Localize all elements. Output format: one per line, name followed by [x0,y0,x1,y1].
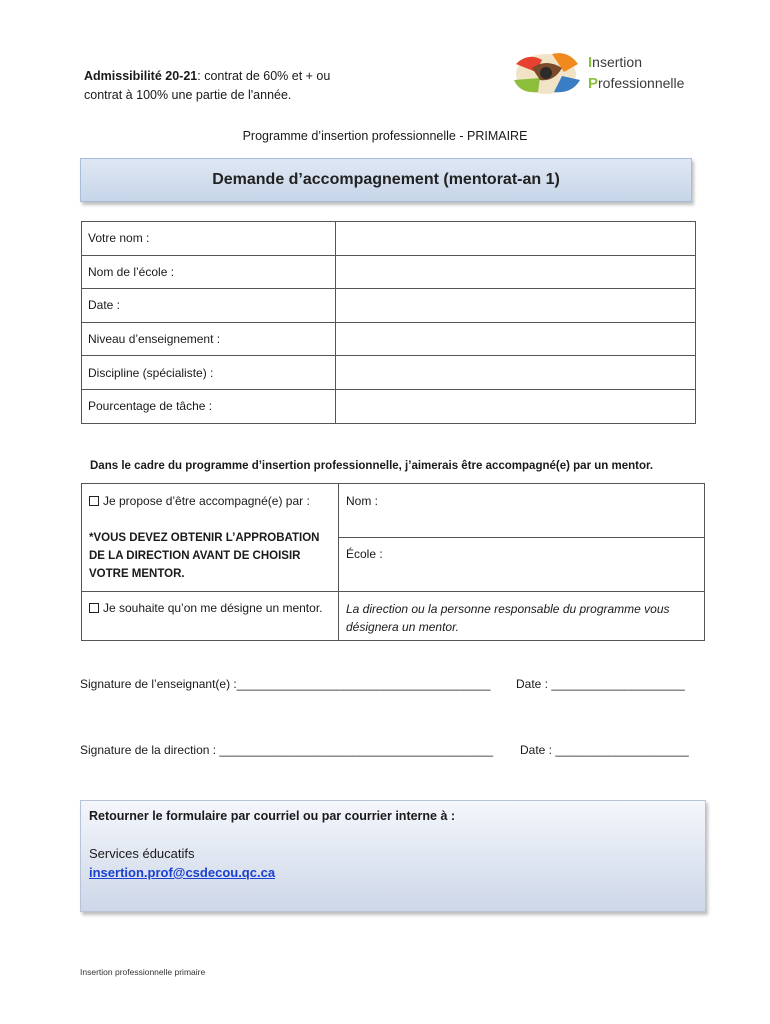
eligibility-note [84,67,404,105]
direction-note: La direction ou la personne responsable du programme vous désignera un mentor. [346,602,670,634]
row-label-pourcentage: Pourcentage de tâche : [82,389,336,423]
table-row [82,222,696,256]
table-row [82,255,696,289]
field-ecole[interactable] [336,255,696,289]
table-row [82,356,696,390]
row-label-nom: Votre nom : [82,222,336,256]
table-row [82,389,696,423]
mentor-ecole-label: École : [346,547,383,561]
page-footer: Insertion professionnelle primaire [80,967,206,977]
option-propose[interactable] [89,493,310,510]
logo-cap-2: P [588,75,599,92]
hands-logo-icon [506,46,586,100]
form-title [80,158,692,202]
row-label-ecole: Nom de l’école : [82,255,336,289]
logo-word-2: rofessionnelle [598,75,685,91]
field-niveau[interactable] [336,322,696,356]
logo-text [588,52,684,94]
logo-cap-1: I [588,54,593,71]
field-discipline[interactable] [336,356,696,390]
teacher-date-line[interactable]: Date : ____________________ [516,677,685,691]
eligibility-text-1: : contrat de 60% et + ou [197,69,331,83]
field-pourcentage[interactable] [336,389,696,423]
divider [338,484,339,641]
mentor-table [81,483,705,641]
info-table [81,221,696,424]
mentor-nom-label: Nom : [346,494,379,508]
checkbox-icon[interactable] [89,603,99,613]
return-instructions [80,800,706,912]
program-logo [506,46,706,100]
teacher-signature-line[interactable]: Signature de l’enseignant(e) :______________________________________ [80,677,491,691]
field-date[interactable] [336,289,696,323]
row-label-niveau: Niveau d’enseignement : [82,322,336,356]
program-heading: Programme d’insertion professionnelle - PRIMAIRE [242,129,528,143]
checkbox-icon[interactable] [89,496,99,506]
return-email-link[interactable]: insertion.prof@csdecou.qc.ca [89,865,276,880]
option-designe[interactable] [89,600,322,617]
return-service: Services éducatifs [89,846,195,861]
option-designe-label: Je souhaite qu’on me désigne un mentor. [103,601,323,615]
divider [82,591,705,592]
row-label-discipline: Discipline (spécialiste) : [82,356,336,390]
direction-date-line[interactable]: Date : ____________________ [520,743,689,757]
option-propose-label: Je propose d’être accompagné(e) par : [103,494,310,508]
row-label-date: Date : [82,289,336,323]
eligibility-label: Admissibilité 20-21 [84,69,198,83]
logo-word-1: nsertion [592,54,642,70]
form-title-text: Demande d’accompagnement (mentorat-an 1) [212,171,560,188]
return-title: Retourner le formulaire par courriel ou par courrier interne à : [89,809,456,823]
divider [338,537,705,538]
direction-signature-line[interactable]: Signature de la direction : _________________________________________ [80,743,494,757]
eligibility-text-2: contrat à 100% une partie de l'année. [84,88,292,102]
field-nom[interactable] [336,222,696,256]
table-row [82,322,696,356]
approval-warning: *VOUS DEVEZ OBTENIR L’APPROBATION DE LA DIRECTION AVANT DE CHOISIR VOTRE MENTOR. [89,532,320,580]
table-row [82,289,696,323]
mentor-intro: Dans le cadre du programme d’insertion professionnelle, j’aimerais être accompagné(e) par un mentor. [90,460,654,472]
